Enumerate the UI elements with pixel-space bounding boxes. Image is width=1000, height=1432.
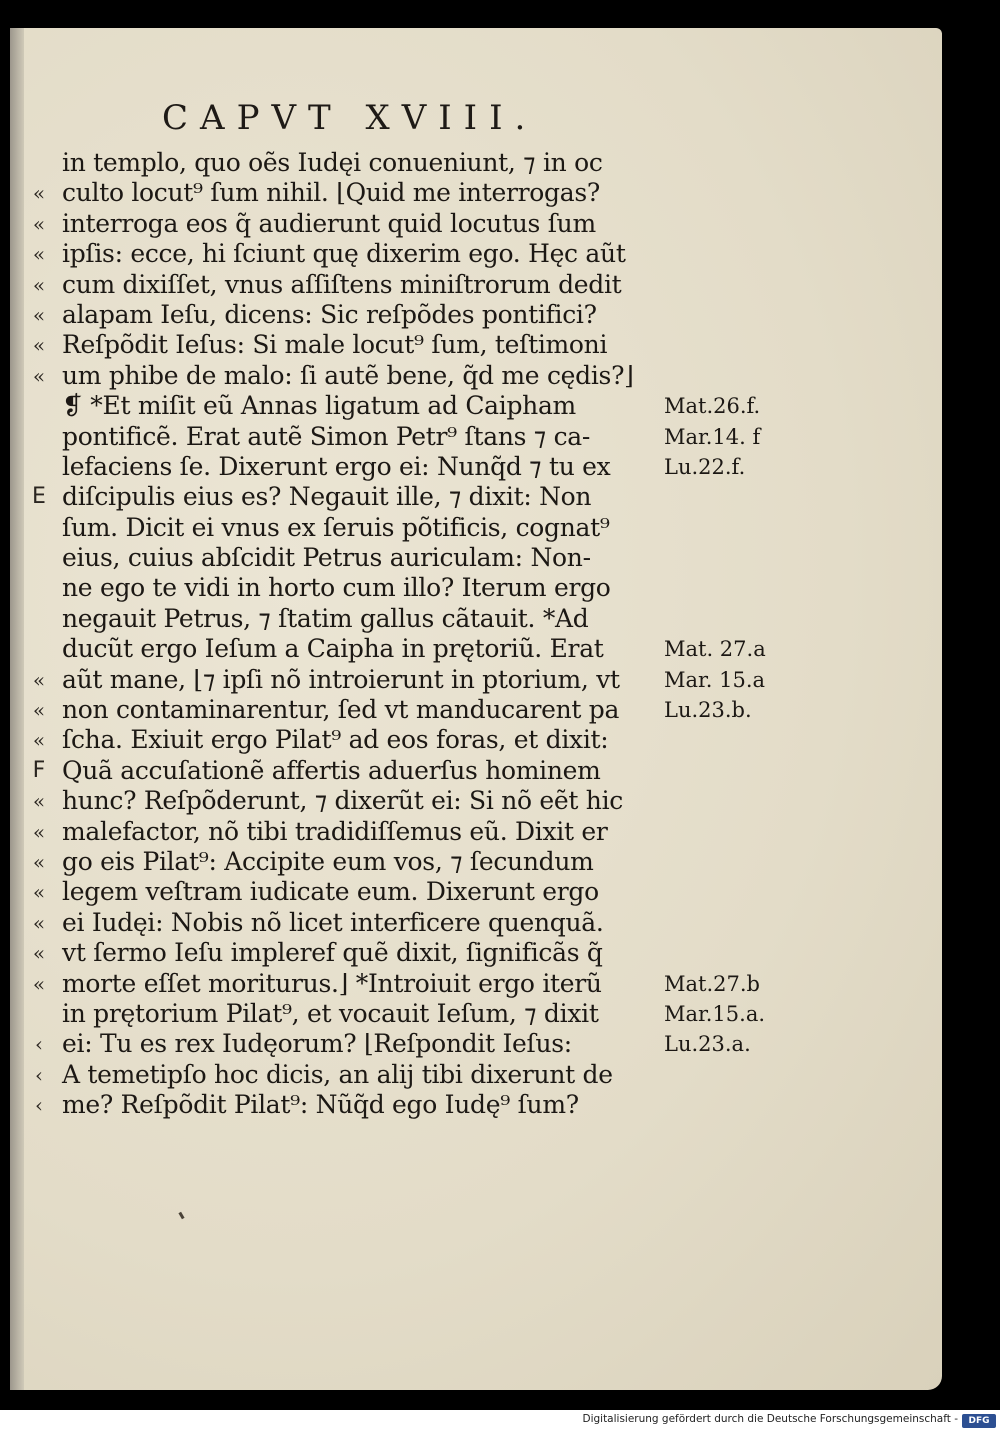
text-line: legem veſtram iudicate eum. Dixerunt ergo <box>62 877 599 907</box>
margin-reference <box>664 178 814 208</box>
margin-reference <box>664 756 814 786</box>
text-line: eius, cuius abſcidit Petrus auriculam: Non- <box>62 543 591 573</box>
quotation-mark <box>24 513 54 543</box>
margin-reference: Mat. 27.a <box>664 637 766 662</box>
funding-credit: Digitalisierung gefördert durch die Deutsche Forschungsgemeinschaft - <box>582 1413 958 1425</box>
quotation-mark: « <box>32 819 46 844</box>
quotation-mark <box>24 148 54 178</box>
text-line: cum dixiſſet, vnus aſſiſtens miniſtrorum dedit <box>62 269 622 299</box>
footer-bar <box>0 1410 1000 1432</box>
running-title: CAPVT XVIII. <box>162 98 538 138</box>
quotation-mark: « <box>32 242 46 267</box>
quotation-mark: ‹ <box>35 1032 43 1057</box>
quotation-mark: « <box>32 789 46 814</box>
text-line: in templo, quo oẽs Iudęi conueniunt, ⁊ in oc <box>62 148 603 177</box>
section-letter: E <box>32 484 46 510</box>
quotation-mark: « <box>32 211 46 236</box>
margin-reference <box>664 1060 814 1090</box>
margin-reference: Mar.14. f <box>664 424 761 449</box>
quotation-mark: ‹ <box>35 1062 43 1087</box>
text-line: lefaciens ſe. Dixerunt ergo ei: Nunq̃d ⁊ tu ex <box>62 451 611 481</box>
margin-reference <box>664 786 814 816</box>
quotation-mark <box>24 543 54 573</box>
quotation-mark: ‹ <box>35 1093 43 1118</box>
text-line: alapam Ieſu, dicens: Sic reſpõdes pontifici? <box>62 299 597 329</box>
margin-reference <box>664 604 814 634</box>
text-line: ſum. Dicit ei vnus ex ſeruis põtificis, cognat⁹ <box>62 512 610 542</box>
text-line: in prętorium Pilat⁹, et vocauit Ieſum, ⁊ dixit <box>62 998 599 1028</box>
text-line: aũt mane, ⌊⁊ ipſi nõ introierunt in ptorium, vt <box>62 664 620 694</box>
text-line: ne ego te vidi in horto cum illo? Iterum ergo <box>62 573 611 603</box>
margin-reference <box>664 270 814 300</box>
text-line: negauit Petrus, ⁊ ſtatim gallus cãtauit. *Ad <box>62 603 589 633</box>
text-line: pontificẽ. Erat autẽ Simon Petr⁹ ſtans ⁊ ca- <box>62 421 591 451</box>
text-block <box>62 148 682 1121</box>
margin-reference <box>664 361 814 391</box>
text-line: non contaminarentur, ſed vt manducarent pa <box>62 695 620 725</box>
margin-reference: Mat.27.b <box>664 971 760 996</box>
quotation-mark: « <box>32 728 46 753</box>
margin-reference <box>664 543 814 573</box>
margin-reference <box>664 908 814 938</box>
text-line: A temetipſo hoc dicis, an alij tibi dixerunt de <box>62 1059 613 1089</box>
margin-references <box>664 148 814 1121</box>
quotation-mark: « <box>32 880 46 905</box>
margin-reference: Mar. 15.a <box>664 667 766 692</box>
text-line: Reſpõdit Ieſus: Si male locut⁹ ſum, teſtimoni <box>62 330 608 360</box>
text-line: culto locut⁹ ſum nihil. ⌊Quid me interrogas? <box>62 178 600 208</box>
margin-reference <box>664 209 814 239</box>
margin-reference <box>664 1090 814 1120</box>
section-letter: F <box>32 757 46 783</box>
text-line: me? Reſpõdit Pilat⁹: Nũq̃d ego Iudę⁹ ſum? <box>62 1090 579 1120</box>
quotation-mark <box>24 604 54 634</box>
quotation-mark: « <box>32 272 46 297</box>
quotation-mark <box>24 634 54 664</box>
margin-reference <box>664 877 814 907</box>
margin-reference <box>664 513 814 543</box>
margin-reference <box>664 573 814 603</box>
margin-reference <box>664 482 814 512</box>
quotation-mark <box>24 452 54 482</box>
text-line: ſcha. Exiuit ergo Pilat⁹ ad eos foras, et dixit: <box>62 725 609 755</box>
text-line: vt ſermo Ieſu impleref quẽ dixit, ſignificãs q̃ <box>62 938 603 968</box>
margin-reference: Mar.15.a. <box>664 1001 766 1026</box>
margin-reference <box>664 300 814 330</box>
quotation-mark: « <box>32 698 46 723</box>
quotation-mark <box>24 422 54 452</box>
margin-reference <box>664 938 814 968</box>
quotation-mark: « <box>32 910 46 935</box>
text-line: ducũt ergo Ieſum a Caipha in prętoriũ. Erat <box>62 634 604 664</box>
text-line: ei: Tu es rex Iudęorum? ⌊Reſpondit Ieſus: <box>62 1029 572 1059</box>
text-line: um phibe de malo: ſi autẽ bene, q̃d me cędis?⌋ <box>62 360 634 390</box>
text-line: go eis Pilat⁹: Accipite eum vos, ⁊ ſecundum <box>62 846 594 876</box>
margin-reference <box>664 148 814 178</box>
margin-reference <box>664 817 814 847</box>
quotation-mark: « <box>32 941 46 966</box>
dfg-logo: DFG <box>962 1414 996 1428</box>
quotation-mark <box>24 999 54 1029</box>
quotation-mark <box>24 391 54 421</box>
quotation-mark <box>24 573 54 603</box>
margin-reference <box>664 725 814 755</box>
quotation-mark: « <box>32 363 46 388</box>
left-margin-marks <box>24 148 54 1121</box>
margin-reference: Lu.23.b. <box>664 698 752 723</box>
text-line: Quã accuſationẽ affertis aduerſus hominem <box>62 755 601 785</box>
quotation-mark: « <box>32 333 46 358</box>
quotation-mark: « <box>32 667 46 692</box>
quotation-mark: « <box>32 181 46 206</box>
text-line: ipſis: ecce, hi ſciunt quę dixerim ego. Hęc aũt <box>62 239 626 269</box>
text-line: malefactor, nõ tibi tradidiſſemus eũ. Dixit er <box>62 816 608 846</box>
text-line: diſcipulis eius es? Negauit ille, ⁊ dixit: Non <box>62 482 592 512</box>
quotation-mark: « <box>32 302 46 327</box>
margin-reference <box>664 239 814 269</box>
text-line: interroga eos q̃ audierunt quid locutus ſum <box>62 208 596 238</box>
text-line: morte eſſet moriturus.⌋ *Introiuit ergo iterũ <box>62 968 602 998</box>
quotation-mark: « <box>32 849 46 874</box>
text-line: hunc? Reſpõderunt, ⁊ dixerũt ei: Si nõ eẽt hic <box>62 786 623 816</box>
margin-reference: Lu.22.f. <box>664 454 746 479</box>
margin-reference: Lu.23.a. <box>664 1032 751 1057</box>
binding-gutter <box>10 28 24 1390</box>
margin-reference <box>664 847 814 877</box>
quotation-mark: « <box>32 971 46 996</box>
text-line: ❡ *Et miſit eũ Annas ligatum ad Caipham <box>62 391 576 421</box>
margin-reference: Mat.26.f. <box>664 394 761 419</box>
text-line: ei Iudęi: Nobis nõ licet interficere quenquã. <box>62 907 604 937</box>
margin-reference <box>664 330 814 360</box>
